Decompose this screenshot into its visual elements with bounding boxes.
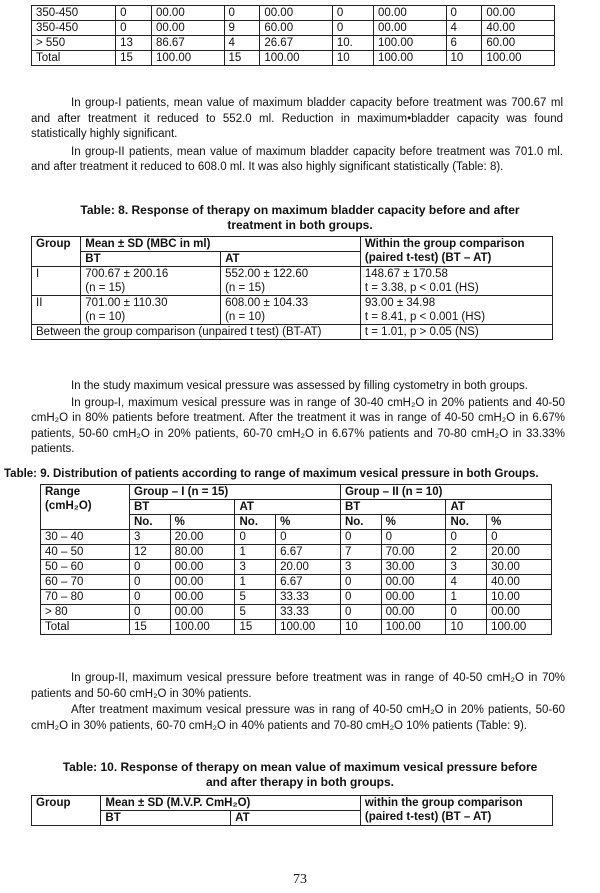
table-cell: 4 <box>224 36 260 51</box>
table-row <box>41 530 552 545</box>
table-cell: 1 <box>446 590 487 605</box>
table-cell: 00.00 <box>373 21 446 36</box>
table9-header-g2: Group – II (n = 10) <box>340 485 551 500</box>
table-cell: 15 <box>116 51 152 66</box>
table-cell: 40.00 <box>487 575 552 590</box>
table-cell: 00.00 <box>487 605 552 620</box>
table9-header-bt: BT <box>340 500 445 515</box>
table-cell: > 80 <box>41 605 130 620</box>
table-cell: t = 3.38, p < 0.01 (HS) <box>364 282 479 294</box>
table-cell: 3 <box>340 560 381 575</box>
table-cell: 00.00 <box>373 6 446 21</box>
table9-header-range: Range (cmH₂O) <box>41 485 130 530</box>
table-cell: 0 <box>224 6 260 21</box>
table9-header-at: AT <box>446 500 552 515</box>
table-cell: 0 <box>340 530 381 545</box>
table-cell: II <box>32 296 81 325</box>
para-group-1 <box>31 96 563 176</box>
paragraph: In group-II patients, mean value of maximum bladder capacity before treatment was 701.0 ml. and after treatment it reduced to 608.0 ml. It was also highly significant statistically (Table: 8). <box>31 145 563 173</box>
top-table <box>31 5 555 66</box>
table-cell: 3 <box>235 560 276 575</box>
table-cell: 6.67 <box>276 575 341 590</box>
table-cell: 148.67 ± 170.58 <box>364 268 448 280</box>
table-cell: 350-450 <box>32 6 116 21</box>
paragraph: In group-I patients, mean value of maximum bladder capacity before treatment was 700.67 ml and after treatment it reduced to 552.0 ml. Reduction in maximum•bladder capacity was found statistically highly significant. <box>31 97 563 140</box>
table-cell: 0 <box>130 560 171 575</box>
table-cell: 3 <box>130 530 171 545</box>
table-cell: 0 <box>381 530 446 545</box>
table-cell: 00.00 <box>482 6 555 21</box>
table9-header-pct: % <box>487 515 552 530</box>
table-cell: 15 <box>235 620 276 635</box>
table-cell: 100.00 <box>487 620 552 635</box>
table-cell: 80.00 <box>170 545 235 560</box>
table-cell: 00.00 <box>170 575 235 590</box>
table-cell: 10 <box>446 51 482 66</box>
table-cell: 70.00 <box>381 545 446 560</box>
table10-header-group: Group <box>32 796 101 826</box>
table-cell: 100.00 <box>381 620 446 635</box>
table-cell: 100.00 <box>482 51 555 66</box>
table-cell: 10.00 <box>487 590 552 605</box>
table10-header-bt: BT <box>101 811 231 826</box>
table-cell: 6 <box>446 36 482 51</box>
table-cell: 26.67 <box>260 36 333 51</box>
table-cell: 700.67 ± 200.16 <box>85 268 169 280</box>
table-cell: 0 <box>130 575 171 590</box>
table10-header-within: within the group comparison (paired t-test) (BT – AT) <box>360 796 552 826</box>
table-row <box>41 545 552 560</box>
table-cell: 100.00 <box>373 36 446 51</box>
table8 <box>31 236 553 340</box>
table-cell: Total <box>32 51 116 66</box>
table-cell: 100.00 <box>276 620 341 635</box>
table-cell: 3 <box>446 560 487 575</box>
table9-header-pct: % <box>170 515 235 530</box>
table10-header-at: AT <box>231 811 361 826</box>
table-row <box>41 605 552 620</box>
table-cell: 0 <box>276 530 341 545</box>
table9-header-at: AT <box>235 500 340 515</box>
table-cell: 0 <box>446 605 487 620</box>
table-cell: 30 – 40 <box>41 530 130 545</box>
table-cell: (n = 10) <box>85 311 126 323</box>
table9-header-no: No. <box>235 515 276 530</box>
table8-header-at: AT <box>221 252 361 267</box>
table-cell: 2 <box>446 545 487 560</box>
table8-header-bt: BT <box>81 252 221 267</box>
table-cell: 00.00 <box>381 605 446 620</box>
table-cell: 9 <box>224 21 260 36</box>
table-cell: 30.00 <box>487 560 552 575</box>
table-cell: 40.00 <box>482 21 555 36</box>
table8-header-group: Group <box>32 237 81 267</box>
table-row <box>32 21 555 36</box>
table-cell: 33.33 <box>276 590 341 605</box>
table-cell: 10 <box>332 51 373 66</box>
table-cell: 100.00 <box>260 51 333 66</box>
table-cell: 60.00 <box>260 21 333 36</box>
paragraph: In group-I, maximum vesical pressure was in range of 30-40 cmH₂O in 20% patients and 40-50 cmH₂O in 80% patients before treatment. After the treatment it was in range of 40-50 cmH₂O in 6.67% patients, 50-60 cmH₂O in 20% patients, 60-70 cmH₂O in 6.67% patients and 70-80 cmH₂O in 33.33% patients. <box>31 396 565 455</box>
table-cell: 0 <box>130 590 171 605</box>
table-cell: I <box>32 267 81 296</box>
table9-caption: Table: 9. Distribution of patients according to range of maximum vesical pressure in both Groups. <box>4 468 539 480</box>
table8-between-row <box>32 325 553 340</box>
table-cell: 00.00 <box>170 605 235 620</box>
table-cell: 00.00 <box>151 21 224 36</box>
table8-caption: Table: 8. Response of therapy on maximum bladder capacity before and after treatment in both groups. <box>80 203 520 232</box>
table-cell: (n = 10) <box>225 311 266 323</box>
table-cell: 00.00 <box>151 6 224 21</box>
table-cell: 00.00 <box>381 575 446 590</box>
table9-header-g1: Group – I (n = 15) <box>130 485 341 500</box>
table-cell: 10. <box>332 36 373 51</box>
table9-header-pct: % <box>276 515 341 530</box>
table-cell: 00.00 <box>170 560 235 575</box>
table-cell: 00.00 <box>381 590 446 605</box>
page-number: 73 <box>293 872 307 887</box>
table9-header-no: No. <box>340 515 381 530</box>
table-cell: 0 <box>340 605 381 620</box>
table-cell: 100.00 <box>151 51 224 66</box>
table-cell: 0 <box>446 6 482 21</box>
table9-header-no: No. <box>130 515 171 530</box>
table-cell: 10 <box>446 620 487 635</box>
table-cell: 7 <box>340 545 381 560</box>
table-row <box>32 6 555 21</box>
table-cell: 350-450 <box>32 21 116 36</box>
table-cell: 70 – 80 <box>41 590 130 605</box>
table-cell: (n = 15) <box>85 282 126 294</box>
table-cell: 86.67 <box>151 36 224 51</box>
table-cell: 5 <box>235 590 276 605</box>
table10-caption: Table: 10. Response of therapy on mean value of maximum vesical pressure before and after therapy in both groups. <box>62 760 538 789</box>
table-cell: 15 <box>224 51 260 66</box>
table-row <box>41 620 552 635</box>
table-cell: 15 <box>130 620 171 635</box>
table-cell: 4 <box>446 575 487 590</box>
table-cell: 6.67 <box>276 545 341 560</box>
table-cell: 100.00 <box>170 620 235 635</box>
para-group-3 <box>31 671 565 734</box>
table-cell: 60 – 70 <box>41 575 130 590</box>
table10-header-mean: Mean ± SD (M.V.P. CmH₂O) <box>101 796 360 811</box>
table-cell: 40 – 50 <box>41 545 130 560</box>
table-cell: > 550 <box>32 36 116 51</box>
table10 <box>31 795 553 826</box>
table-cell: 4 <box>446 21 482 36</box>
table-cell: 0 <box>446 530 487 545</box>
table-cell: (n = 15) <box>225 282 266 294</box>
table-cell: 00.00 <box>170 590 235 605</box>
table8-header-within: Within the group comparison (paired t-test) (BT – AT) <box>360 237 552 267</box>
table8-row <box>32 296 553 325</box>
table9-header-pct: % <box>381 515 446 530</box>
table-cell: 701.00 ± 110.30 <box>85 297 168 309</box>
paragraph: After treatment maximum vesical pressure was in rang of 40-50 cmH₂O in 20% patients, 50-60 cmH₂O in 30% patients, 60-70 cmH₂O in 40% patients and 70-80 cmH₂O 10% patients (Table: 9). <box>31 704 565 732</box>
paragraph: In the study maximum vesical pressure was assessed by filling cystometry in both groups. <box>71 380 528 392</box>
paragraph: In group-II, maximum vesical pressure before treatment was in range of 40-50 cmH₂O in 70% patients and 50-60 cmH₂O in 30% patients. <box>31 672 565 700</box>
table-cell: 100.00 <box>373 51 446 66</box>
table-row <box>32 36 555 51</box>
table-cell: 00.00 <box>260 6 333 21</box>
table-cell: 20.00 <box>487 545 552 560</box>
table-cell: 1 <box>235 575 276 590</box>
table-cell: 0 <box>130 605 171 620</box>
table-cell: Total <box>41 620 130 635</box>
table-cell: t = 8.41, p < 0.001 (HS) <box>364 311 486 323</box>
table9-header-bt: BT <box>130 500 235 515</box>
table-row <box>41 590 552 605</box>
table-cell: 50 – 60 <box>41 560 130 575</box>
table-cell: 20.00 <box>170 530 235 545</box>
table8-between-label: Between the group comparison (unpaired t test) (BT-AT) <box>32 325 361 340</box>
table-cell: 0 <box>340 590 381 605</box>
table-cell: 33.33 <box>276 605 341 620</box>
table-cell: 0 <box>332 6 373 21</box>
table9 <box>40 484 552 635</box>
table-cell: 20.00 <box>276 560 341 575</box>
table-cell: 10 <box>340 620 381 635</box>
table-cell: 608.00 ± 104.33 <box>225 297 309 309</box>
table-cell: 0 <box>487 530 552 545</box>
table-row <box>32 51 555 66</box>
table8-between-value: t = 1.01, p > 0.05 (NS) <box>360 325 552 340</box>
table-cell: 0 <box>332 21 373 36</box>
para-group-2 <box>31 379 565 458</box>
table-cell: 13 <box>116 36 152 51</box>
table-cell: 93.00 ± 34.98 <box>364 297 436 309</box>
table9-header-no: No. <box>446 515 487 530</box>
table-row <box>41 560 552 575</box>
table-cell: 0 <box>116 21 152 36</box>
table-cell: 60.00 <box>482 36 555 51</box>
table-cell: 1 <box>235 545 276 560</box>
table-cell: 30.00 <box>381 560 446 575</box>
table-cell: 5 <box>235 605 276 620</box>
table-row <box>41 575 552 590</box>
table-cell: 0 <box>340 575 381 590</box>
table-cell: 12 <box>130 545 171 560</box>
table-cell: 0 <box>116 6 152 21</box>
table-cell: 552.00 ± 122.60 <box>225 268 309 280</box>
table8-row <box>32 267 553 296</box>
table-cell: 0 <box>235 530 276 545</box>
table8-header-mean: Mean ± SD (MBC in ml) <box>81 237 361 252</box>
